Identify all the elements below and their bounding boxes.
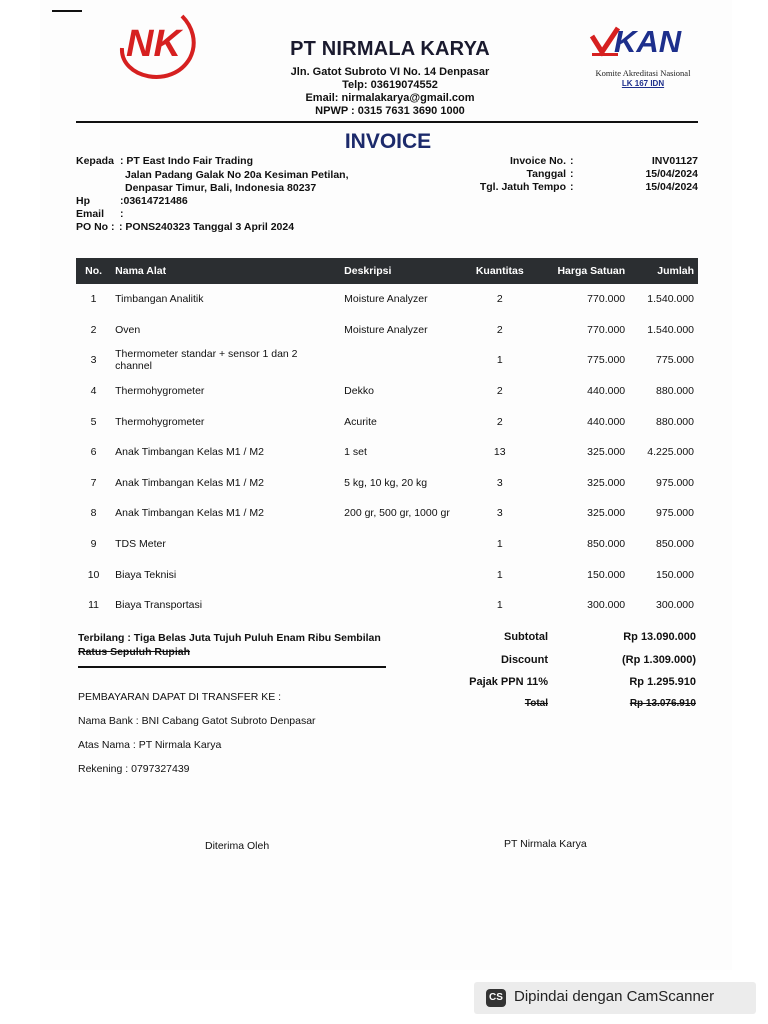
cell-kuantitas: 2: [496, 385, 503, 398]
discount-label: Discount: [500, 654, 548, 666]
cell-deskripsi: [340, 590, 461, 621]
po-value: : PONS240323 Tanggal 3 April 2024: [119, 221, 295, 233]
camscanner-text: Dipindai dengan CamScanner: [514, 988, 715, 1005]
total-label: Total: [524, 698, 548, 709]
cell-deskripsi: [340, 345, 461, 376]
company-address: Jln. Gatot Subroto VI No. 14 Denpasar: [290, 66, 490, 78]
table-body: [76, 284, 698, 621]
cell-kuantitas: 3: [496, 476, 503, 489]
kepada-label: Kepada: [76, 155, 114, 167]
col-header-no: No.: [85, 265, 103, 277]
table-row: [76, 498, 698, 529]
cell-no: 9: [90, 538, 97, 551]
cell-no: 10: [87, 568, 100, 581]
invoice-no-value: INV01127: [651, 155, 698, 167]
cell-jumlah: 975.000: [656, 507, 694, 520]
table-row: [76, 406, 698, 437]
subtotal-label: Subtotal: [504, 631, 548, 643]
invoice-title: INVOICE: [344, 130, 432, 153]
cell-kuantitas: 2: [496, 415, 503, 428]
po-label: PO No :: [76, 221, 115, 233]
cell-kuantitas: 13: [493, 446, 506, 459]
cell-deskripsi: [340, 559, 461, 590]
cell-no: 5: [90, 415, 97, 428]
cell-jumlah: 300.000: [656, 599, 694, 612]
cell-kuantitas: 3: [496, 507, 503, 520]
table-row: [76, 468, 698, 499]
cell-kuantitas: 2: [496, 323, 503, 336]
table-row: [76, 284, 698, 315]
terbilang-line-1: Terbilang : Tiga Belas Juta Tujuh Puluh Enam Ribu Sembilan: [78, 632, 381, 644]
cell-deskripsi: 200 gr, 500 gr, 1000 gr: [344, 507, 450, 520]
corner-mark: [52, 10, 82, 12]
cell-deskripsi: [340, 529, 461, 560]
table-row: [76, 315, 698, 346]
cell-deskripsi: Acurite: [344, 415, 377, 428]
payment-atas-nama: Atas Nama : PT Nirmala Karya: [78, 739, 222, 751]
cell-harga: 775.000: [587, 354, 626, 367]
jatuh-tempo-value: 15/04/2024: [645, 181, 698, 193]
cell-jumlah: 880.000: [656, 415, 694, 428]
cell-nama: Timbangan Analitik: [115, 293, 204, 306]
payment-rekening: Rekening : 0797327439: [78, 763, 190, 775]
cell-nama: Thermohygrometer: [115, 415, 205, 428]
cell-jumlah: 1.540.000: [647, 293, 694, 306]
cell-kuantitas: 1: [496, 354, 503, 367]
table-row: [76, 376, 698, 407]
nk-logo-icon: [112, 8, 200, 84]
svg-text:NK: NK: [126, 23, 181, 65]
cell-nama: Anak Timbangan Kelas M1 / M2: [115, 507, 264, 520]
cell-nama: Anak Timbangan Kelas M1 / M2: [115, 476, 264, 489]
cell-nama: Oven: [115, 323, 141, 336]
cell-harga: 150.000: [587, 568, 626, 581]
camscanner-icon: CS: [486, 989, 506, 1007]
email-value: :: [120, 208, 124, 220]
jatuh-tempo-sep: :: [570, 181, 574, 193]
cell-harga: 770.000: [587, 293, 626, 306]
email-label: Email: [76, 208, 105, 220]
ppn-value: Rp 1.295.910: [629, 676, 696, 688]
kan-code: LK 167 IDN: [621, 79, 665, 88]
cell-jumlah: 150.000: [656, 568, 694, 581]
cell-jumlah: 1.540.000: [647, 323, 694, 336]
customer-address-2: Denpasar Timur, Bali, Indonesia 80237: [125, 182, 317, 194]
payment-bank: Nama Bank : BNI Cabang Gatot Subroto Denpasar: [78, 715, 316, 727]
hp-value: :03614721486: [120, 195, 188, 207]
cell-jumlah: 880.000: [656, 385, 694, 398]
col-header-harga: Harga Satuan: [557, 265, 626, 277]
cell-harga: 440.000: [587, 385, 626, 398]
signature-company: PT Nirmala Karya: [504, 838, 587, 850]
cell-no: 2: [90, 323, 97, 336]
cell-deskripsi: Dekko: [344, 385, 374, 398]
signature-diterima: Diterima Oleh: [205, 840, 270, 852]
cell-nama: Thermohygrometer: [115, 385, 205, 398]
invoice-no-label: Invoice No.: [509, 155, 566, 167]
cell-harga: 325.000: [587, 446, 626, 459]
cell-no: 7: [90, 476, 97, 489]
cell-no: 11: [88, 599, 100, 612]
col-header-nama: Nama Alat: [115, 265, 167, 277]
cell-kuantitas: 1: [496, 568, 503, 581]
customer-address-1: Jalan Padang Galak No 20a Kesiman Petilan,: [125, 169, 349, 181]
discount-value: (Rp 1.309.000): [622, 654, 696, 666]
tanggal-sep: :: [570, 168, 574, 180]
cell-harga: 325.000: [587, 476, 626, 489]
jatuh-tempo-label: Tgl. Jatuh Tempo: [479, 181, 566, 193]
cell-nama: Anak Timbangan Kelas M1 / M2: [115, 446, 264, 459]
company-phone: Telp: 03619074552: [342, 79, 438, 91]
col-header-kuantitas: Kuantitas: [475, 265, 524, 277]
cell-harga: 300.000: [587, 599, 626, 612]
cell-nama: Biaya Teknisi: [115, 568, 177, 581]
cell-jumlah: 775.000: [656, 354, 694, 367]
subtotal-value: Rp 13.090.000: [623, 631, 696, 643]
cell-nama: Thermometer standar + sensor 1 dan 2 channel: [115, 348, 298, 373]
cell-kuantitas: 2: [496, 293, 503, 306]
terbilang-line-2: Ratus Sepuluh Rupiah: [78, 646, 191, 658]
cell-jumlah: 4.225.000: [647, 446, 694, 459]
table-row: [76, 437, 698, 468]
ppn-label: Pajak PPN 11%: [469, 676, 548, 688]
cell-kuantitas: 1: [496, 538, 503, 551]
total-value: Rp 13.076.910: [629, 698, 696, 709]
cell-jumlah: 975.000: [656, 476, 694, 489]
cell-jumlah: 850.000: [656, 538, 694, 551]
kan-logo-text: KAN: [614, 24, 682, 59]
cell-deskripsi: 5 kg, 10 kg, 20 kg: [344, 476, 428, 489]
table-row: [76, 345, 698, 376]
kepada-value: : PT East Indo Fair Trading: [120, 155, 254, 167]
cell-harga: 440.000: [587, 415, 626, 428]
payment-heading: PEMBAYARAN DAPAT DI TRANSFER KE :: [78, 691, 282, 703]
cell-deskripsi: Moisture Analyzer: [344, 323, 428, 336]
col-header-deskripsi: Deskripsi: [344, 265, 392, 277]
company-email: Email: nirmalakarya@gmail.com: [305, 92, 475, 104]
cell-harga: 325.000: [587, 507, 626, 520]
cell-harga: 770.000: [587, 323, 626, 336]
invoice-no-sep: :: [570, 155, 574, 167]
cell-kuantitas: 1: [496, 599, 503, 612]
tanggal-value: 15/04/2024: [645, 168, 698, 180]
cell-no: 4: [90, 385, 97, 398]
cell-nama: TDS Meter: [115, 538, 166, 551]
cell-deskripsi: 1 set: [344, 446, 367, 459]
col-header-jumlah: Jumlah: [657, 265, 694, 277]
cell-harga: 850.000: [587, 538, 626, 551]
table-row: [76, 529, 698, 560]
company-npwp: NPWP : 0315 7631 3690 1000: [315, 105, 465, 117]
cell-no: 6: [90, 446, 97, 459]
cell-nama: Biaya Transportasi: [115, 599, 203, 612]
table-row: [76, 559, 698, 590]
tanggal-label: Tanggal: [526, 168, 566, 180]
items-table: [76, 258, 698, 621]
cell-no: 3: [90, 354, 97, 367]
terbilang-divider: [78, 666, 386, 668]
company-name: PT NIRMALA KARYA: [290, 38, 490, 60]
cell-deskripsi: Moisture Analyzer: [344, 293, 428, 306]
hp-label: Hp: [76, 195, 90, 207]
table-header-row: [76, 258, 698, 284]
header-divider: [76, 121, 698, 123]
kan-subtitle: Komite Akreditasi Nasional: [595, 68, 691, 78]
cell-no: 8: [90, 507, 97, 520]
cell-no: 1: [90, 293, 97, 306]
table-row: [76, 590, 698, 621]
